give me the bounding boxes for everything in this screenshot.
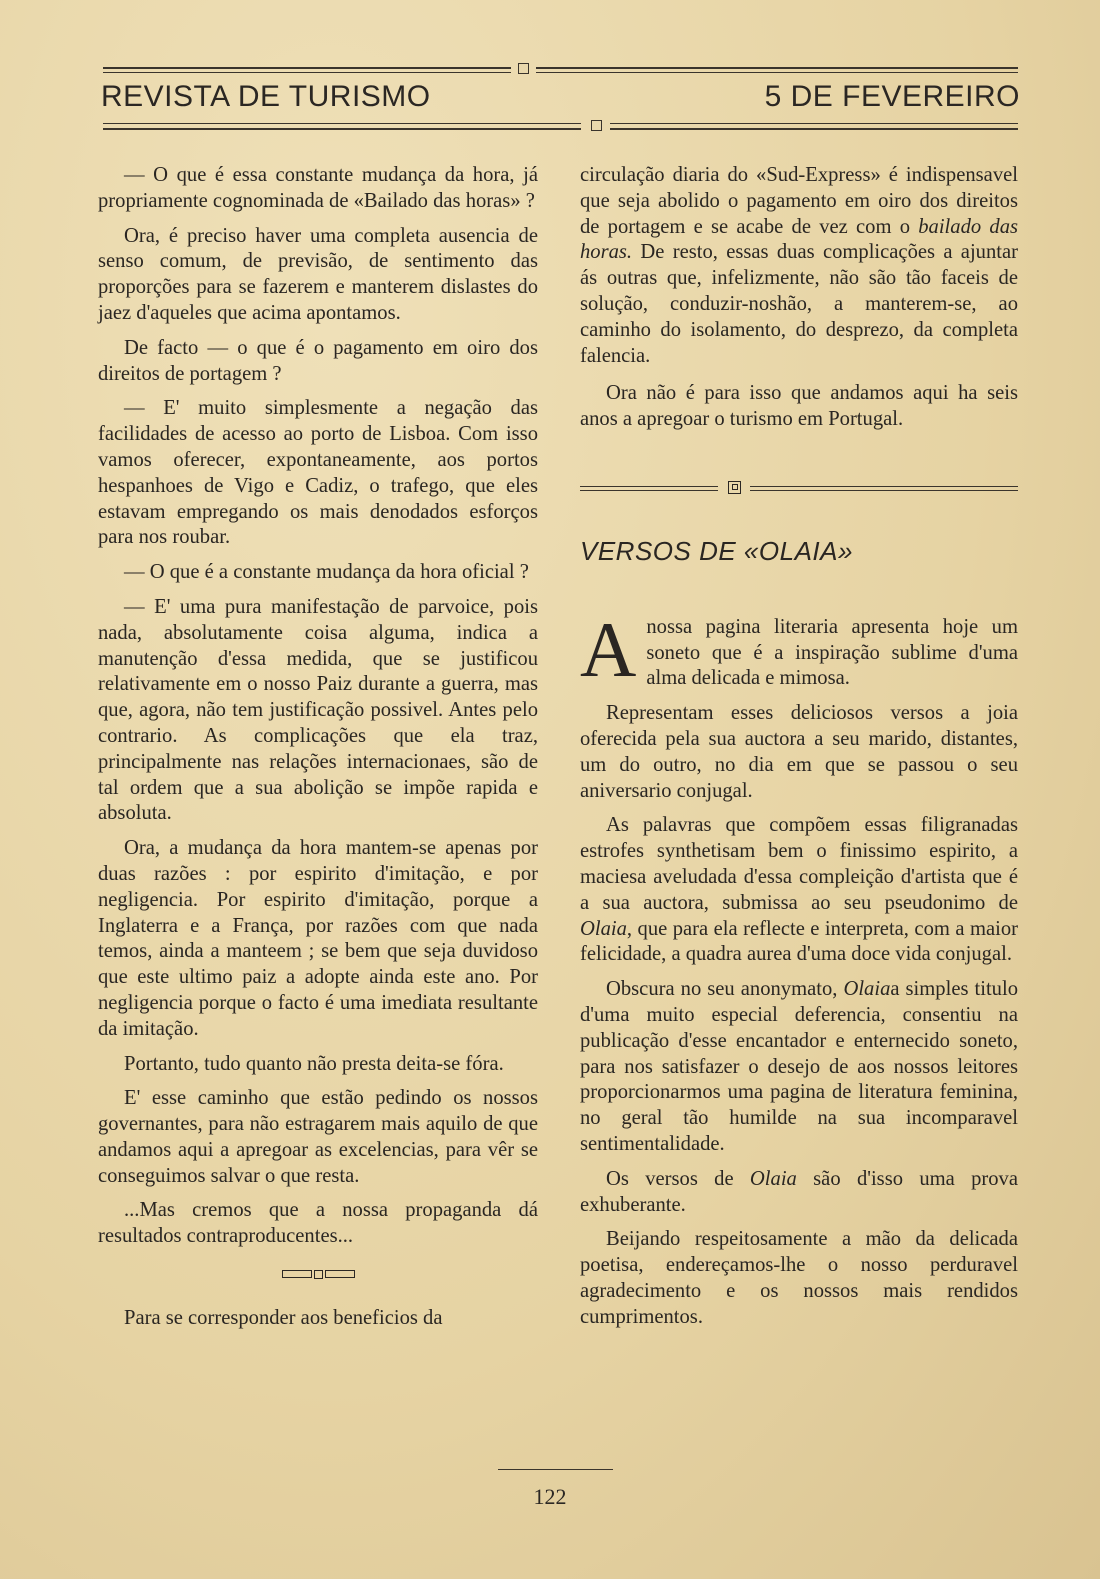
paragraph: Beijando respeitosamente a mão da delicada poetisa, endereçamos-lhe o nosso perduravel agradecimento e os nossos mais rendidos cumprimentos.: [580, 1228, 1018, 1328]
paragraph: Portanto, tudo quanto não presta deita-se fóra.: [124, 1052, 504, 1075]
header-ornament-box-2: [591, 120, 602, 131]
pseudonym: Olaia: [843, 978, 891, 1001]
paragraph: As palavras que compõem essas filigranadas estrofes synthetisam bem o finissimo espirito, a maciesa aveludada d'essa compleição d'artista que é a sua auctora, submissa ao seu pseudonimo de Olaia, que para ela reflecte e interpreta, com a maior felicidade, a quadra aurea d'uma doce vida conjugal.: [580, 814, 1018, 966]
paragraph: Os versos de Olaia são d'isso uma prova exhuberante.: [580, 1167, 1018, 1216]
section-divider-ornament: [98, 1262, 538, 1288]
paragraph: E' esse caminho que estão pedindo os nossos governantes, para não estragarem mais aquilo de que andamos aqui a apregoar as excelencias, para vêr se conseguimos salvar o que resta.: [98, 1087, 538, 1187]
header-rule-top-right: [536, 67, 1018, 69]
pseudonym: Olaia: [580, 917, 627, 940]
header-rule-top-left: [103, 67, 511, 69]
paragraph: Obscura no seu anonymato, Olaiaa simples titulo d'uma muito especial deferencia, consentiu na publicação d'esse encantador e enternecido soneto, para nos satisfazer o desejo de aos nossos leitores proporcionarmos uma pagina de literatura feminina, no geral tão humilde na sua incomparavel sentimentalidade.: [580, 978, 1018, 1155]
header-rule-bottom-left-2: [103, 128, 581, 130]
emphasis: bailado das horas.: [580, 215, 1019, 264]
left-column: [98, 163, 538, 1341]
paragraph: Representam esses deliciosos versos a joia oferecida pela sua auctora a seu marido, distantes, um do outro, no dia em que se passou o seu aniversario conjugal.: [580, 702, 1018, 802]
paragraph: ...Mas cremos que a nossa propaganda dá resultados contraproducentes...: [98, 1199, 538, 1248]
section-divider-rule: [580, 481, 1018, 495]
paragraph: Ora não é para isso que andamos aqui ha seis anos a apregoar o turismo em Portugal.: [580, 382, 1018, 431]
intro-paragraph: Anossa pagina literaria apresenta hoje um soneto que é a inspiração sublime d'uma alma delicada e mimosa.: [580, 605, 1018, 693]
issue-date: 5 DE FEVEREIRO: [764, 80, 1020, 113]
paragraph: De facto — o que é o pagamento em oiro dos direitos de portagem ?: [98, 336, 538, 385]
header-rule-bottom-right-2: [610, 128, 1018, 130]
header-ornament-box: [518, 63, 529, 74]
paragraph: — E' uma pura manifestação de parvoice, pois nada, absolutamente coisa alguma, indica a manutenção d'essa medida, que se justificou relativamente em o nosso Paiz durante a guerra, mas que, agora, não tem justificação possivel. Antes pelo contrario. As complicações que ela traz, principalmente nas relações internacionaes, são de tal ordem que a sua abolição se impõe rapida e absoluta.: [98, 595, 538, 825]
header-rule-top-right-2: [536, 72, 1018, 73]
paragraph: Ora, é preciso haver uma completa ausencia de senso comum, de previsão, de sentimento das proporções para se fazerem e manterem dislastes do jaez d'aqueles que acima apontamos.: [98, 224, 538, 324]
pseudonym: Olaia: [749, 1167, 797, 1190]
right-column: [580, 163, 1018, 1339]
journal-title: REVISTA DE TURISMO: [101, 80, 431, 113]
paragraph: Para se corresponder aos beneficios da: [124, 1306, 443, 1329]
paragraph: — E' muito simplesmente a negação das facilidades de acesso ao porto de Lisboa. Com isso vamos oferecer, expontaneamente, aos portos hespanhoes de Vigo e Cadiz, o trafego, que eles estavam empregando os mais denodados esforços para nos roubar.: [98, 397, 538, 549]
paragraph-continued: circulação diaria do «Sud-Express» é indispensavel que seja abolido o pagamento em oiro dos direitos de portagem e se acabe de vez com o bailado das horas. De resto, essas duas complicações a ajuntar ás outras que, infelizmente, não são tão faceis de solução, conduzir-noshão, a manterem-se, ao caminho do isolamento, do desprezo, da completa falencia.: [580, 164, 1019, 367]
drop-cap: A: [580, 605, 637, 693]
paragraph: — O que é essa constante mudança da hora, já propriamente cognominada de «Bailado das horas» ?: [98, 164, 538, 212]
header-rule-bottom-left: [103, 123, 581, 124]
page-number: 122: [533, 1484, 567, 1509]
header-rule-top-left-2: [103, 72, 511, 73]
footer-rule: [498, 1469, 613, 1470]
paragraph: — O que é a constante mudança da hora oficial ?: [124, 561, 529, 584]
paragraph: Ora, a mudança da hora mantem-se apenas por duas razões : por espirito d'imitação, e por negligencia. Por espirito d'imitação, porque a Inglaterra e a França, por razões com que nada temos, ainda a manteem ; se bem que seja duvidoso que este ultimo paiz a adopte ainda este ano. Por negligencia porque o facto é uma imediata resultante da imitação.: [98, 837, 538, 1040]
header-rule-bottom-right: [610, 123, 1018, 124]
section-title: VERSOS DE «OLAIA»: [580, 535, 853, 566]
